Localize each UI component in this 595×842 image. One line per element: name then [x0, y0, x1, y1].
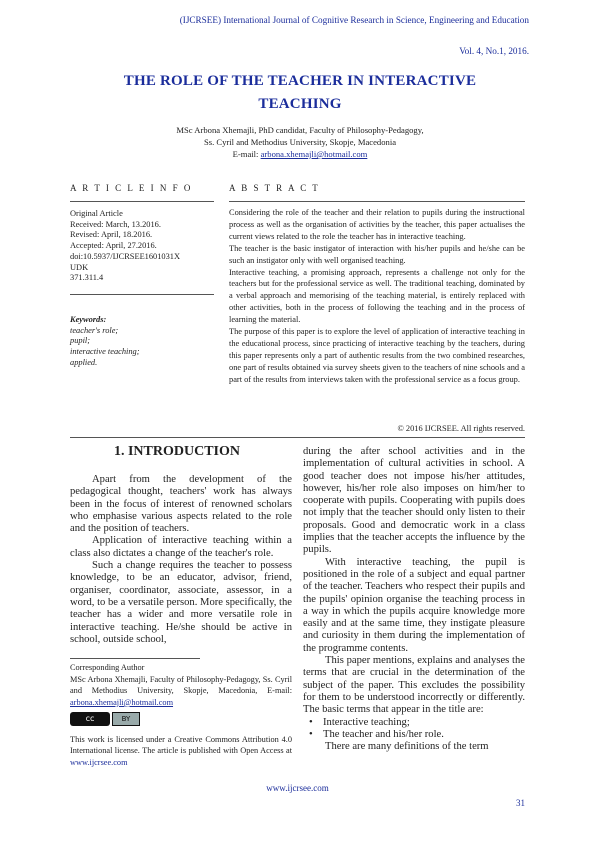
keyword-item: pupil; — [70, 336, 91, 346]
body-paragraph: Apart from the development of the pedagogical thought, teachers' work has always been in the focus of interest of renowned scholars who emphasise various aspects related to the role and the position of teachers. — [70, 474, 292, 535]
list-item: • Interactive teaching; — [303, 717, 525, 729]
title-line-2: TEACHING — [258, 96, 342, 112]
email-label: E-mail: — [232, 149, 259, 159]
body-paragraph: With interactive teaching, the pupil is positioned in the role of a subject and equal partner of the teacher. Teachers who respect their pupils and the pupils' opinion organise the teaching process in a way in which the pupils acquire knowledge more easily and at the same time, they instigate pleasure and curiosity in them during the implementation of the programme contents. — [303, 556, 525, 654]
bullet-list — [303, 717, 525, 742]
keyword-item: applied. — [70, 357, 98, 367]
license-statement: This work is licensed under a Creative Commons Attribution 4.0 International license. The article is published with Open Access at — [70, 735, 292, 756]
page-number: 31 — [516, 798, 525, 808]
license-url-link[interactable]: www.ijcrsee.com — [70, 757, 128, 767]
revised-date: Revised: April, 18.2016. — [70, 230, 153, 240]
university-line: Ss. Cyril and Methodius University, Skopje, Macedonia — [203, 137, 397, 147]
divider — [70, 294, 214, 295]
right-column — [303, 446, 525, 753]
abstract-paragraph: Considering the role of the teacher and their relation to pupils during the instructional process as well as the organisation of activities by the teacher, this paper actualises the current views related to the role the teacher has in interactive teaching. — [229, 208, 525, 241]
article-title — [60, 70, 540, 116]
abstract-body — [229, 207, 525, 386]
journal-header: (IJCRSEE) International Journal of Cognitive Research in Science, Engineering and Education — [179, 15, 529, 25]
article-info-heading: A R T I C L E I N F O — [70, 183, 193, 193]
body-paragraph: There are many definitions of the term — [325, 741, 489, 753]
copyright: © 2016 IJCRSEE. All rights reserved. — [397, 424, 525, 433]
abstract-paragraph: The teacher is the basic instigator of interaction with his/her pupils and he/she can be such an instigator only with well organised teaching. — [229, 243, 525, 265]
left-column — [70, 474, 292, 646]
author-email-link[interactable]: arbona.xhemajli@hotmail.com — [260, 149, 368, 159]
udk-value: 371.311.4 — [70, 273, 104, 283]
volume-info: Vol. 4, No.1, 2016. — [459, 46, 529, 56]
body-paragraph: Application of interactive teaching within a class also dictates a change of the teacher's role. — [70, 535, 292, 559]
list-item: • The teacher and his/her role. — [303, 729, 525, 741]
article-info — [70, 209, 220, 284]
creative-commons-icon[interactable]: cc — [70, 712, 110, 726]
title-line-1: THE ROLE OF THE TEACHER IN INTERACTIVE — [123, 73, 477, 89]
corresponding-author — [70, 662, 292, 708]
udk-label: UDK — [70, 262, 89, 272]
article-type: Original Article — [70, 209, 123, 218]
license-text — [70, 734, 292, 768]
keyword-item: teacher's role; — [70, 325, 119, 335]
keyword-item: interactive teaching; — [70, 347, 140, 357]
body-paragraph: Such a change requires the teacher to possess knowledge, to be an educator, advisor, friend, organiser, coordinator, associate, assessor, in a word, to be a versatile person. More specifically, the teacher has a wider and more versatile role in interactive teaching. He/she should be active in school, outside school, — [70, 560, 292, 645]
body-paragraph: This paper mentions, explains and analyses the terms that are crucial in the determination of the subject of the paper. This excludes the possibility for them to be understood incorrectly or differently. The basic terms that appear in the title are: — [303, 655, 525, 716]
doi: doi:10.5937/IJCRSEE1601031X — [70, 251, 181, 261]
email-line — [60, 148, 540, 160]
abstract-heading: A B S T R A C T — [229, 183, 320, 193]
footnote-email-link[interactable]: arbona.xhemajli@hotmail.com — [70, 697, 174, 707]
received-date: Received: March, 13.2016. — [70, 219, 161, 229]
footer-url-link[interactable]: www.ijcrsee.com — [266, 783, 329, 793]
divider — [70, 437, 525, 438]
footnote-text: MSc Arbona Xhemajli, Faculty of Philosophy-Pedagogy, Ss. Cyril and Methodius University, Skopje, Macedonia, E-mail: — [70, 674, 292, 696]
author-line: MSc Arbona Xhemajli, PhD candidat, Faculty of Philosophy-Pedagogy, — [176, 125, 424, 135]
divider — [70, 201, 214, 202]
keywords-block — [70, 315, 220, 369]
body-paragraph: during the after school activities and in the implementation of cultural activities in school. A good teacher does not impose his/her attitudes, however, his/her role also imposes on him/her to cooperate with pupils. Cooperating with pupils does not imply that the teacher should only listen to their proposals. Good and democratic work in a class implies that the teacher accepts the influence by the pupils. — [303, 446, 525, 556]
section-heading-introduction: 1. INTRODUCTION — [113, 444, 240, 459]
abstract-paragraph: Interactive teaching, a promising approach, represents a challenge not only for the teachers but for the professional service as well. The traditional teaching, dominated by a verbal approach and memorising of the teaching material, is entirely replaced with other activities, both in the process of following the teaching and in the process of learning the material. — [229, 267, 525, 325]
accepted-date: Accepted: April, 27.2016. — [70, 241, 157, 251]
keywords-label: Keywords: — [70, 315, 107, 324]
footnote-heading: Corresponding Author — [70, 663, 145, 672]
attribution-icon: BY — [112, 712, 140, 726]
abstract-paragraph: The purpose of this paper is to explore the level of application of interactive teaching in the educational process, since practicing of interactive teaching by the teachers, during this paper represents only a part of authentic results from the two combined researches, one part of results obtained via survey sheets given to the teachers of nine schools and a part of the results from interviews taken with the professional service as a focus group. — [229, 327, 525, 384]
footnote-divider — [70, 658, 200, 659]
divider — [229, 201, 525, 202]
